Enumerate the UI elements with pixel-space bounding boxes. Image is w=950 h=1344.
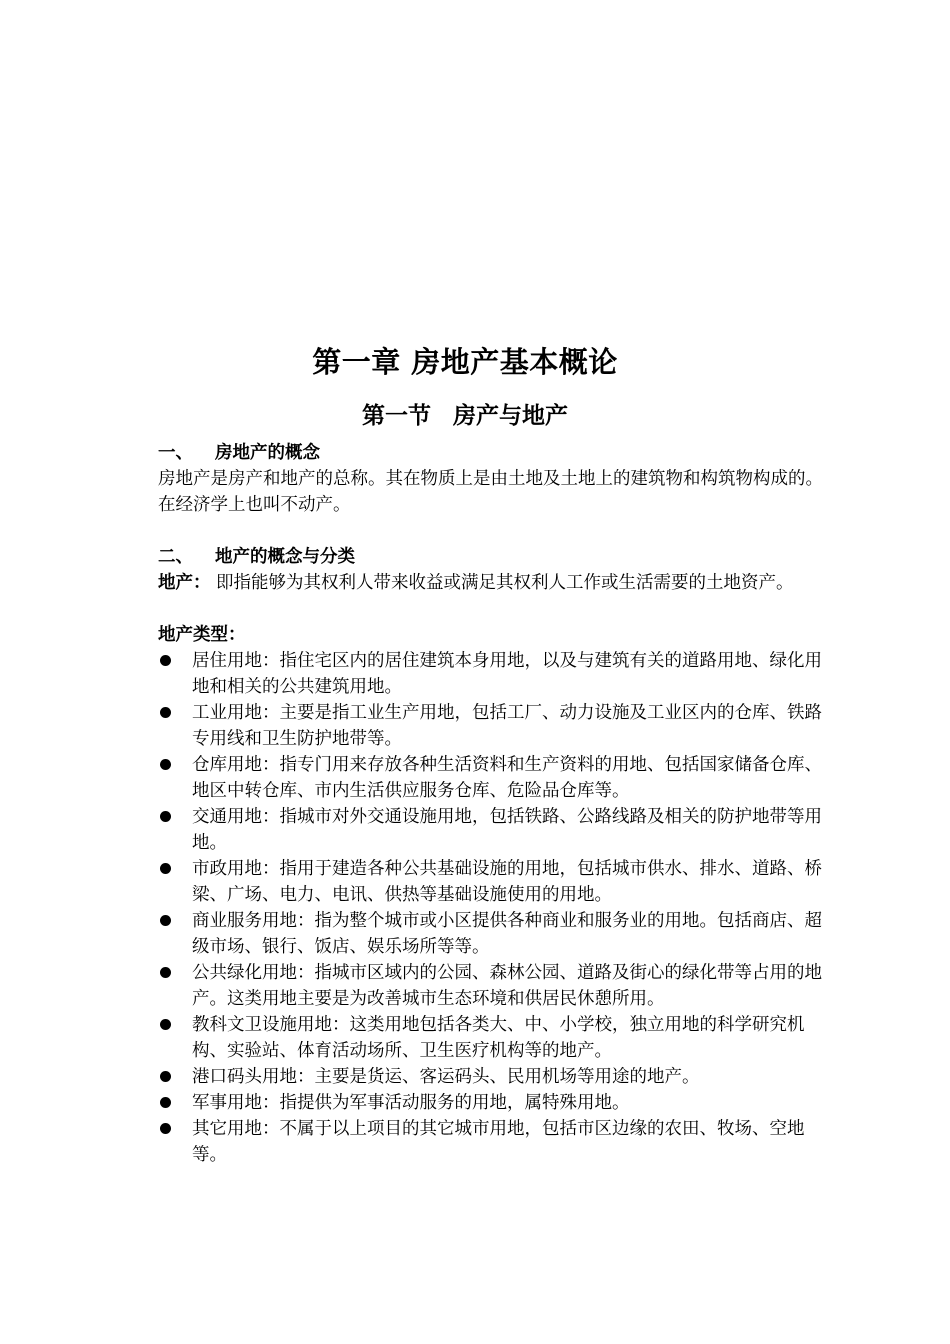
list-item: 仓库用地：指专门用来存放各种生活资料和生产资料的用地、包括国家储备仓库、地区中转仓库、市内生活供应服务仓库、危险品仓库等。 (158, 752, 823, 804)
list-item: 居住用地：指住宅区内的居住建筑本身用地，以及与建筑有关的道路用地、绿化用地和相关的公共建筑用地。 (158, 648, 823, 700)
bullet-icon (158, 1116, 192, 1168)
bullet-icon (158, 752, 192, 804)
document-body (158, 440, 823, 1168)
heading-text: 房地产的概念 (215, 443, 320, 463)
section-name: 房产与地产 (453, 403, 568, 429)
chapter-title: 第一章 房地产基本概论 (312, 345, 618, 379)
list-item: 港口码头用地：主要是货运、客运码头、民用机场等用途的地产。 (158, 1064, 823, 1090)
definition (158, 570, 823, 596)
bullet-icon (158, 648, 192, 700)
section-number: 第一节 (362, 403, 431, 429)
heading-concept (158, 440, 823, 466)
list-item: 其它用地：不属于以上项目的其它城市用地，包括市区边缘的农田、牧场、空地等。 (158, 1116, 823, 1168)
heading-classification (158, 544, 823, 570)
concept-paragraph: 房地产是房产和地产的总称。其在物质上是由土地及土地上的建筑物和构筑物构成的。在经济学上也叫不动产。 (158, 469, 823, 515)
definition-body: 即指能够为其权利人带来收益或满足其权利人工作或生活需要的土地资产。 (216, 573, 794, 593)
list-item: 商业服务用地：指为整个城市或小区提供各种商业和服务业的用地。包括商店、超级市场、银行、饭店、娱乐场所等等。 (158, 908, 823, 960)
heading-text: 地产的概念与分类 (215, 547, 355, 567)
list-item: 交通用地：指城市对外交通设施用地，包括铁路、公路线路及相关的防护地带等用地。 (158, 804, 823, 856)
heading-number: 一、 (158, 443, 193, 463)
bullet-icon (158, 1064, 192, 1090)
list-item: 教科文卫设施用地：这类用地包括各类大、中、小学校，独立用地的科学研究机构、实验站、体育活动场所、卫生医疗机构等的地产。 (158, 1012, 823, 1064)
list-item: 公共绿化用地：指城市区域内的公园、森林公园、道路及街心的绿化带等占用的地产。这类用地主要是为改善城市生态环境和供居民休憩所用。 (158, 960, 823, 1012)
list-item: 工业用地：主要是指工业生产用地，包括工厂、动力设施及工业区内的仓库、铁路专用线和卫生防护地带等。 (158, 700, 823, 752)
bullet-icon (158, 856, 192, 908)
bullet-icon (158, 804, 192, 856)
section-title (0, 397, 930, 430)
land-type-list (158, 648, 823, 1168)
types-label: 地产类型： (158, 625, 246, 645)
bullet-icon (158, 908, 192, 960)
heading-number: 二、 (158, 547, 193, 567)
definition-term: 地产： (158, 573, 211, 593)
list-item: 市政用地：指用于建造各种公共基础设施的用地，包括城市供水、排水、道路、桥梁、广场、电力、电讯、供热等基础设施使用的用地。 (158, 856, 823, 908)
bullet-icon (158, 1090, 192, 1116)
bullet-icon (158, 700, 192, 752)
list-item: 军事用地：指提供为军事活动服务的用地，属特殊用地。 (158, 1090, 823, 1116)
bullet-icon (158, 960, 192, 1012)
bullet-icon (158, 1012, 192, 1064)
